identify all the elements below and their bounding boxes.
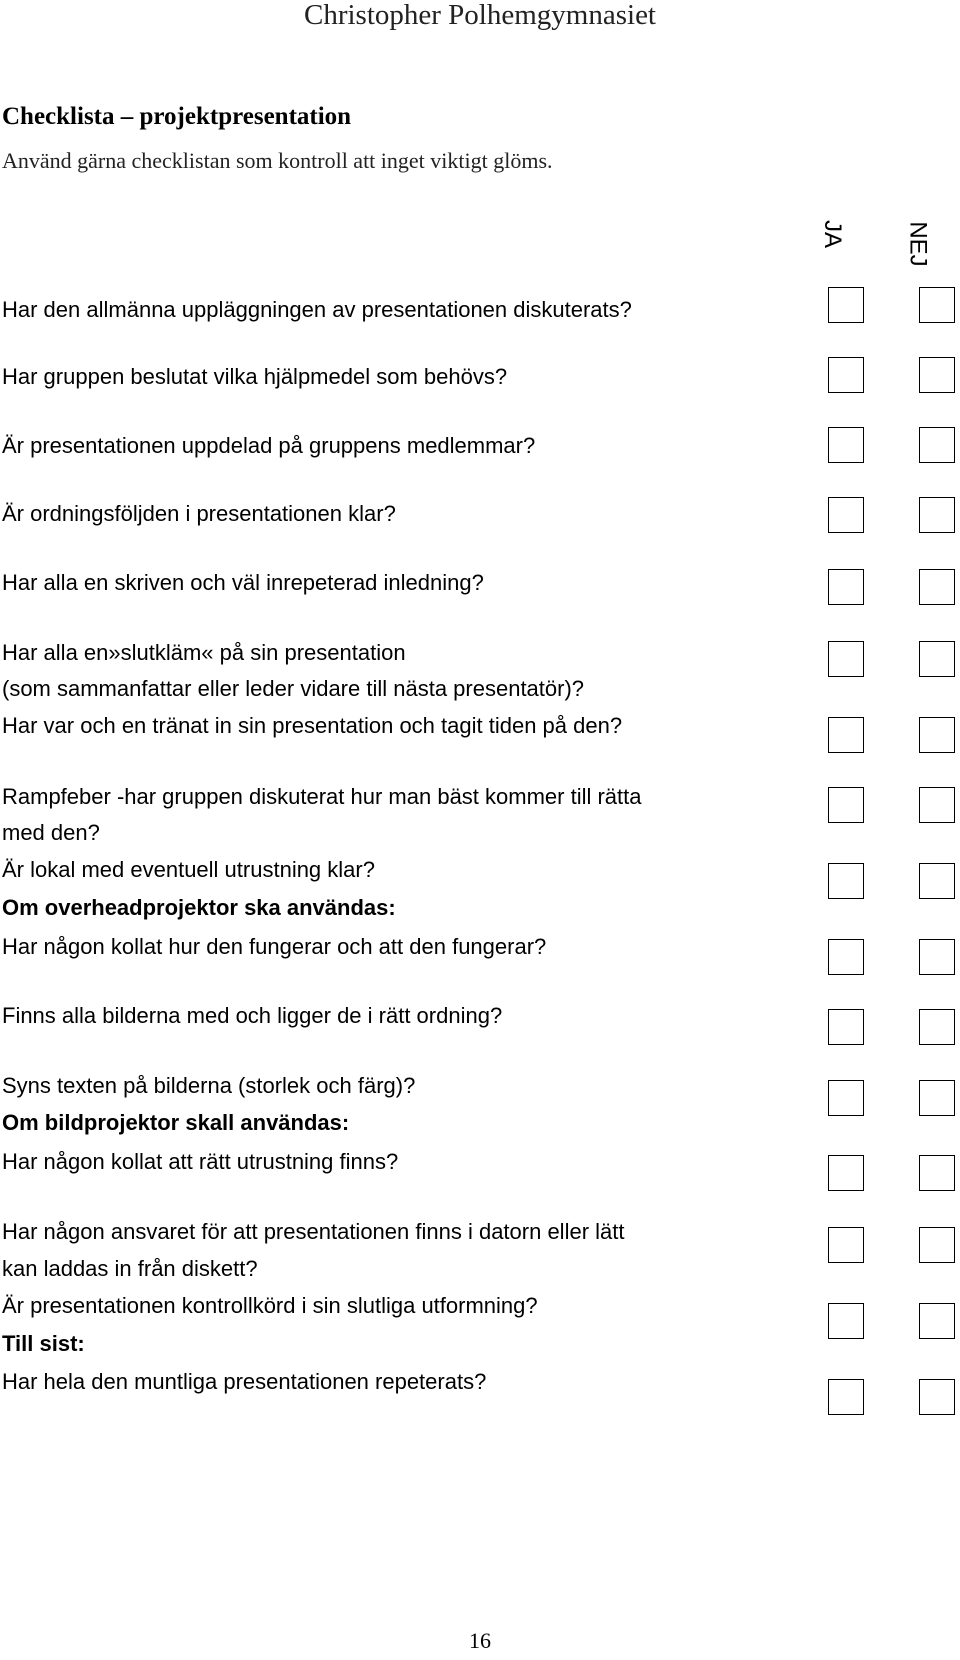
question-text-continued: kan laddas in från diskett?: [2, 1256, 258, 1281]
checkbox-yes[interactable]: [828, 569, 864, 605]
checkbox-yes[interactable]: [828, 787, 864, 823]
page-number: 16: [469, 1628, 491, 1653]
page-subtitle: Använd gärna checklistan som kontroll att inget viktigt glöms.: [2, 148, 553, 173]
question-text: Har någon kollat hur den fungerar och att den fungerar?: [2, 934, 547, 959]
section-heading-slide-projector: Om bildprojektor skall användas:: [2, 1110, 350, 1135]
checkbox-no[interactable]: [919, 1227, 955, 1263]
checkbox-no[interactable]: [919, 863, 955, 899]
checkbox-no[interactable]: [919, 939, 955, 975]
checkbox-no[interactable]: [919, 1155, 955, 1191]
column-header-no: NEJ: [904, 221, 932, 267]
checkbox-yes[interactable]: [828, 287, 864, 323]
section-heading-final: Till sist:: [2, 1331, 85, 1356]
section-heading-overhead: Om overheadprojektor ska användas:: [2, 895, 396, 920]
question-text: Syns texten på bilderna (storlek och färg)?: [2, 1073, 416, 1098]
checkbox-yes[interactable]: [828, 939, 864, 975]
checkbox-no[interactable]: [919, 497, 955, 533]
checkbox-yes[interactable]: [828, 1227, 864, 1263]
checkbox-yes[interactable]: [828, 427, 864, 463]
question-text: Är lokal med eventuell utrustning klar?: [2, 857, 375, 882]
checkbox-no[interactable]: [919, 357, 955, 393]
checkbox-no[interactable]: [919, 1080, 955, 1116]
checkbox-no[interactable]: [919, 1379, 955, 1415]
question-text: Har gruppen beslutat vilka hjälpmedel som behövs?: [2, 364, 508, 389]
page-title: Checklista – projektpresentation: [2, 103, 352, 130]
question-text-continued: (som sammanfattar eller leder vidare till nästa presentatör)?: [2, 676, 585, 701]
checkbox-no[interactable]: [919, 287, 955, 323]
checkbox-no[interactable]: [919, 569, 955, 605]
checkbox-yes[interactable]: [828, 357, 864, 393]
checkbox-no[interactable]: [919, 641, 955, 677]
school-header: Christopher Polhemgymnasiet: [304, 0, 656, 31]
question-text: Är ordningsföljden i presentationen klar?: [2, 501, 396, 526]
checkbox-no[interactable]: [919, 717, 955, 753]
question-text-continued: med den?: [2, 820, 100, 845]
checkbox-no[interactable]: [919, 1303, 955, 1339]
checkbox-no[interactable]: [919, 1009, 955, 1045]
checkbox-yes[interactable]: [828, 1009, 864, 1045]
question-text: Har var och en tränat in sin presentation och tagit tiden på den?: [2, 713, 623, 738]
checkbox-yes[interactable]: [828, 1303, 864, 1339]
question-text: Är presentationen uppdelad på gruppens medlemmar?: [2, 433, 536, 458]
checkbox-yes[interactable]: [828, 641, 864, 677]
question-text: Har någon kollat att rätt utrustning finns?: [2, 1149, 399, 1174]
checkbox-yes[interactable]: [828, 717, 864, 753]
question-text: Finns alla bilderna med och ligger de i rätt ordning?: [2, 1003, 503, 1028]
checkbox-no[interactable]: [919, 427, 955, 463]
checkbox-no[interactable]: [919, 787, 955, 823]
column-header-yes: JA: [819, 219, 847, 249]
question-text: Har hela den muntliga presentationen repeterats?: [2, 1369, 487, 1394]
question-text: Rampfeber -har gruppen diskuterat hur man bäst kommer till rätta: [2, 784, 642, 809]
question-text: Har den allmänna uppläggningen av presentationen diskuterats?: [2, 297, 632, 322]
checkbox-yes[interactable]: [828, 863, 864, 899]
checkbox-yes[interactable]: [828, 1080, 864, 1116]
checkbox-yes[interactable]: [828, 1379, 864, 1415]
question-text: Har alla en»slutkläm« på sin presentation: [2, 640, 406, 665]
question-text: Har någon ansvaret för att presentationen finns i datorn eller lätt: [2, 1219, 625, 1244]
question-text: Har alla en skriven och väl inrepeterad inledning?: [2, 570, 484, 595]
checkbox-yes[interactable]: [828, 497, 864, 533]
question-text: Är presentationen kontrollkörd i sin slutliga utformning?: [2, 1293, 538, 1318]
checkbox-yes[interactable]: [828, 1155, 864, 1191]
